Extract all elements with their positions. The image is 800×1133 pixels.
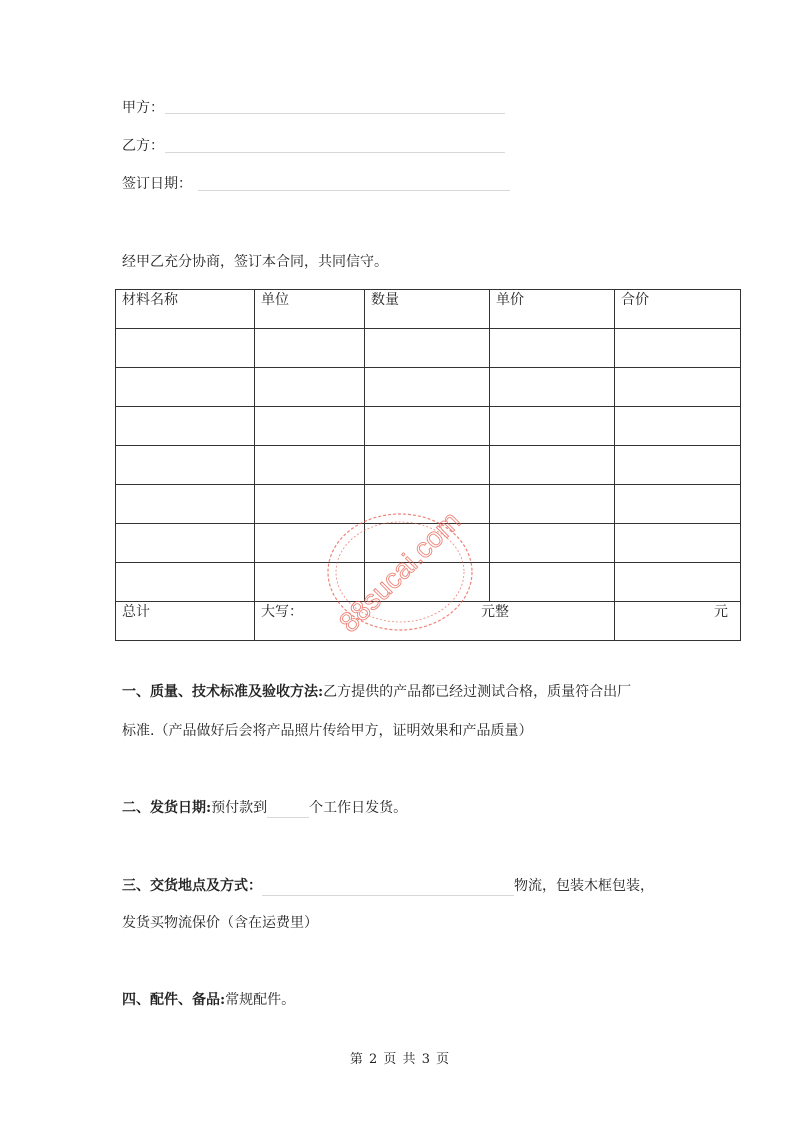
party-b-field[interactable]	[165, 152, 505, 153]
sign-date-field[interactable]	[198, 190, 510, 191]
section-accessories-title: 四、配件、备品:	[122, 992, 226, 1008]
table-row	[116, 329, 741, 368]
section-place-title: 三、交货地点及方式：	[122, 878, 262, 894]
section-place-post: 物流，包装木框包装，	[514, 878, 654, 894]
table-row	[116, 407, 741, 446]
table-cell[interactable]	[615, 368, 741, 407]
table-row	[116, 446, 741, 485]
header-unit: 单位	[255, 290, 365, 329]
page-number: 第 2 页 共 3 页	[349, 1052, 451, 1067]
section-delivery-title: 二、发货日期:	[122, 800, 212, 816]
watermark-text: 88sucai.com	[333, 505, 467, 639]
table-cell[interactable]	[116, 329, 255, 368]
section-quality-title: 一、质量、技术标准及验收方法:	[122, 684, 324, 700]
party-a-label: 甲方：	[122, 100, 164, 116]
table-cell[interactable]	[365, 446, 490, 485]
table-cell[interactable]	[615, 563, 741, 602]
table-cell[interactable]	[116, 407, 255, 446]
table-row	[116, 368, 741, 407]
table-cell[interactable]	[116, 368, 255, 407]
section-quality-line2: 标准.（产品做好后会将产品照片传给甲方，证明效果和产品质量）	[122, 723, 533, 739]
section-delivery-post: 个工作日发货。	[309, 800, 408, 816]
days-field[interactable]	[267, 803, 309, 818]
table-cell[interactable]	[615, 485, 741, 524]
section-delivery-place	[122, 876, 654, 896]
table-cell[interactable]	[615, 329, 741, 368]
table-cell[interactable]	[615, 524, 741, 563]
section-quality	[122, 682, 631, 702]
section-place-line2: 发货买物流保价（含在运费里）	[122, 915, 318, 931]
table-cell[interactable]	[255, 368, 365, 407]
party-b-label: 乙方：	[122, 138, 164, 154]
table-cell[interactable]	[255, 446, 365, 485]
section-delivery-date	[122, 798, 407, 818]
total-label: 总计	[116, 602, 255, 641]
table-header-row	[116, 290, 741, 329]
table-cell[interactable]	[490, 446, 615, 485]
table-cell[interactable]	[255, 407, 365, 446]
table-cell[interactable]	[255, 329, 365, 368]
table-cell[interactable]	[615, 407, 741, 446]
party-b-row	[122, 136, 164, 156]
table-cell[interactable]	[116, 524, 255, 563]
table-cell[interactable]	[490, 524, 615, 563]
intro-text: 经甲乙充分协商，签订本合同，共同信守。	[122, 254, 388, 270]
section-delivery-pre: 预付款到	[211, 800, 268, 816]
sign-date-row	[122, 174, 192, 194]
party-a-field[interactable]	[165, 113, 505, 114]
header-quantity: 数量	[365, 290, 490, 329]
section-accessories-text: 常规配件。	[225, 992, 296, 1008]
table-cell[interactable]	[116, 485, 255, 524]
watermark-stamp	[320, 505, 480, 640]
table-cell[interactable]	[615, 446, 741, 485]
table-cell[interactable]	[365, 407, 490, 446]
amount-cell[interactable]	[615, 602, 741, 641]
table-cell[interactable]	[116, 563, 255, 602]
table-cell[interactable]	[490, 563, 615, 602]
table-cell[interactable]	[490, 368, 615, 407]
table-cell[interactable]	[365, 368, 490, 407]
header-unit-price: 单价	[490, 290, 615, 329]
sign-date-label: 签订日期：	[122, 176, 192, 192]
table-cell[interactable]	[490, 485, 615, 524]
table-cell[interactable]	[490, 329, 615, 368]
yuan-label: 元	[714, 604, 728, 620]
yuan-full-label: 元整	[481, 604, 509, 620]
capital-label: 大写：	[261, 604, 303, 620]
table-cell[interactable]	[490, 407, 615, 446]
place-field[interactable]	[262, 881, 514, 896]
section-accessories	[122, 990, 295, 1010]
section-quality-text: 乙方提供的产品都已经过测试合格，质量符合出厂	[323, 684, 632, 700]
header-total-price: 合价	[615, 290, 741, 329]
header-material-name: 材料名称	[116, 290, 255, 329]
table-cell[interactable]	[365, 329, 490, 368]
table-cell[interactable]	[116, 446, 255, 485]
party-a-row	[122, 98, 164, 118]
